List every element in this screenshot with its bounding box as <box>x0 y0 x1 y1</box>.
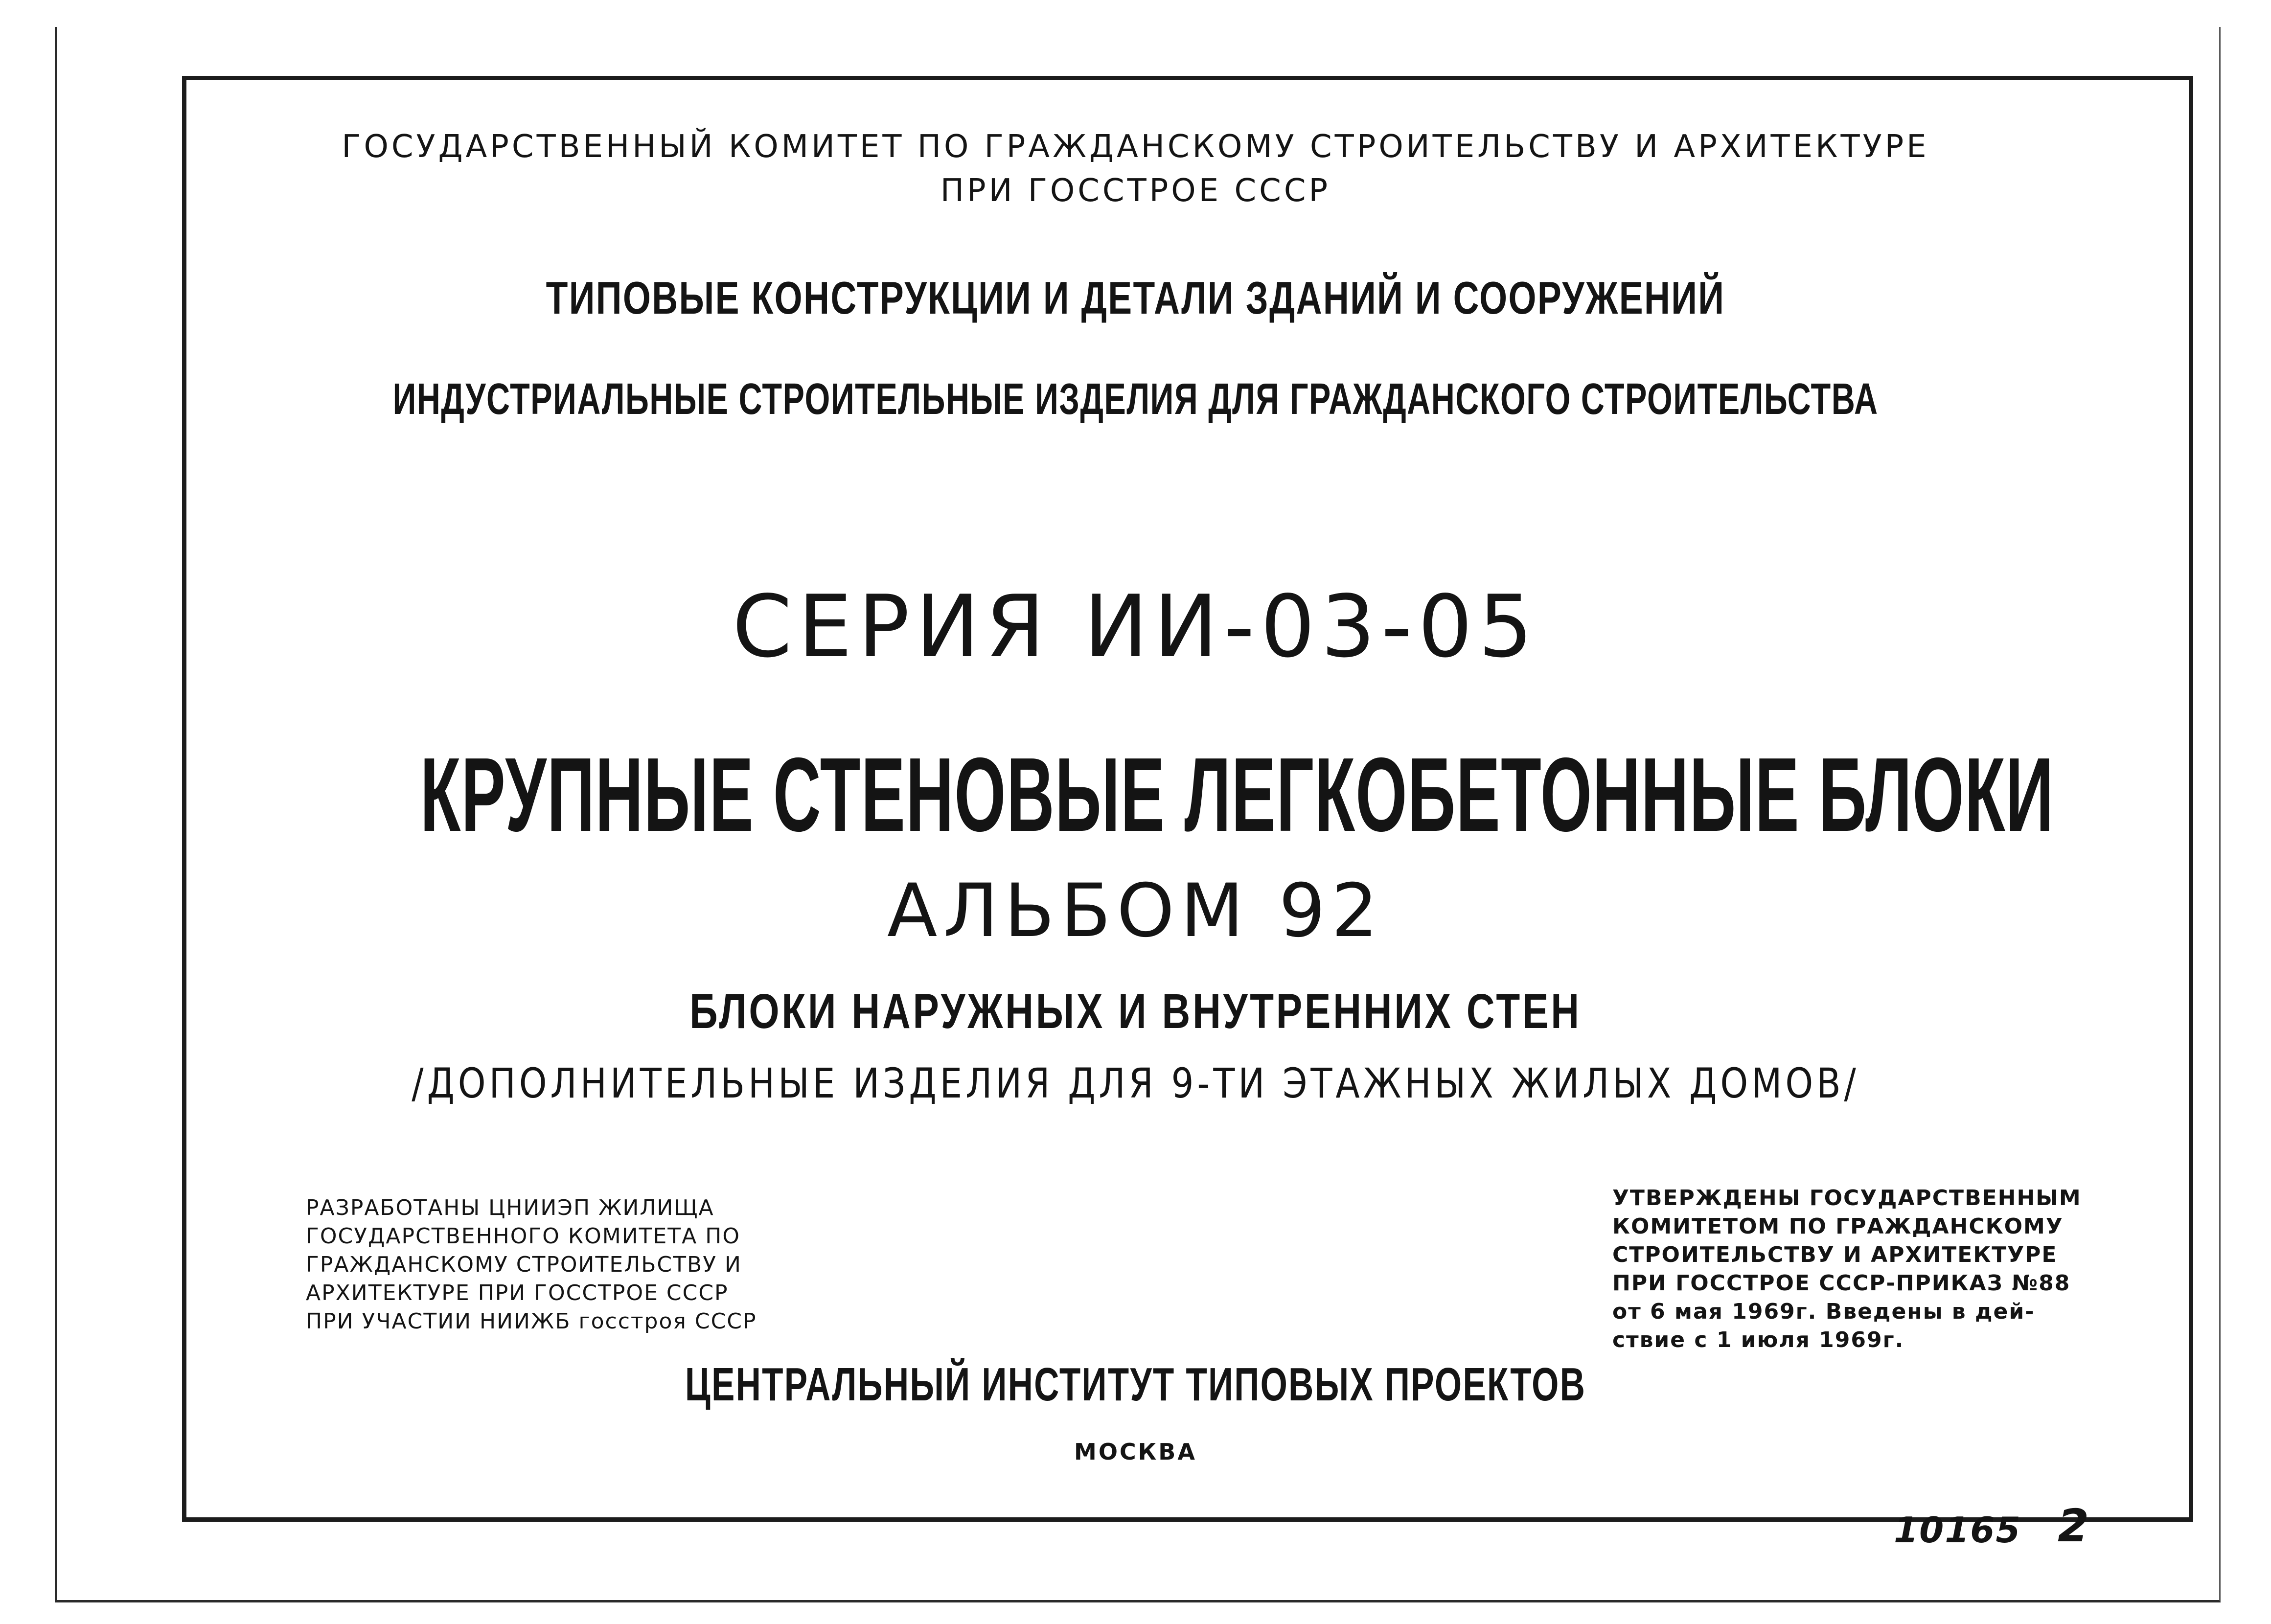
developed-by-line: ГРАЖДАНСКОМУ СТРОИТЕЛЬСТВУ И <box>306 1252 742 1277</box>
approved-by-block <box>1612 1184 2082 1354</box>
committee-heading <box>0 125 2271 213</box>
album-note: /ДОПОЛНИТЕЛЬНЫЕ ИЗДЕЛИЯ ДЛЯ 9-ТИ ЭТАЖНЫХ ЖИЛЫХ ДОМОВ/ <box>412 1059 1859 1107</box>
developed-by-line: ПРИ УЧАСТИИ НИИЖБ госстроя СССР <box>306 1309 757 1334</box>
committee-line-2: ПРИ ГОССТРОЕ СССР <box>940 173 1331 209</box>
approved-by-line: СТРОИТЕЛЬСТВУ И АРХИТЕКТУРЕ <box>1612 1242 2058 1267</box>
sheet-number: 2 <box>2058 1500 2089 1552</box>
committee-line-1: ГОСУДАРСТВЕННЫЙ КОМИТЕТ ПО ГРАЖДАНСКОМУ СТРОИТЕЛЬСТВУ И АРХИТЕКТУРЕ <box>342 129 1929 165</box>
approved-by-line: УТВЕРЖДЕНЫ ГОСУДАРСТВЕННЫМ <box>1612 1186 2082 1211</box>
album-number: АЛЬБОМ 92 <box>887 869 1384 954</box>
developed-by-line: РАЗРАБОТАНЫ ЦНИИЭП ЖИЛИЩА <box>306 1195 714 1220</box>
subsection-title: ИНДУСТРИАЛЬНЫЕ СТРОИТЕЛЬНЫЕ ИЗДЕЛИЯ ДЛЯ ГРАЖДАНСКОГО СТРОИТЕЛЬСТВА <box>392 375 1879 424</box>
approved-by-line: КОМИТЕТОМ ПО ГРАЖДАНСКОМУ <box>1612 1214 2064 1239</box>
drawing-number: 10165 <box>1894 1510 2021 1551</box>
publisher-city: МОСКВА <box>1074 1439 1197 1465</box>
album-main-title: КРУПНЫЕ СТЕНОВЫЕ ЛЕГКОБЕТОННЫЕ БЛОКИ <box>420 735 2054 853</box>
section-title: ТИПОВЫЕ КОНСТРУКЦИИ И ДЕТАЛИ ЗДАНИЙ И СООРУЖЕНИЙ <box>546 272 1725 323</box>
developed-by-line: ГОСУДАРСТВЕННОГО КОМИТЕТА ПО <box>306 1224 740 1249</box>
approved-by-line: ПРИ ГОССТРОЕ СССР-ПРИКАЗ №88 <box>1612 1271 2071 1296</box>
album-subtitle: БЛОКИ НАРУЖНЫХ И ВНУТРЕННИХ СТЕН <box>689 984 1582 1039</box>
developed-by-line: АРХИТЕКТУРЕ ПРИ ГОССТРОЕ СССР <box>306 1281 729 1305</box>
series-title: СЕРИЯ ИИ-03-05 <box>732 577 1539 677</box>
publisher-name: ЦЕНТРАЛЬНЫЙ ИНСТИТУТ ТИПОВЫХ ПРОЕКТОВ <box>685 1358 1586 1411</box>
approved-by-line: ствие с 1 июля 1969г. <box>1612 1327 1904 1352</box>
approved-by-line: от 6 мая 1969г. Введены в дей- <box>1612 1299 2035 1324</box>
developed-by-block <box>306 1194 757 1336</box>
